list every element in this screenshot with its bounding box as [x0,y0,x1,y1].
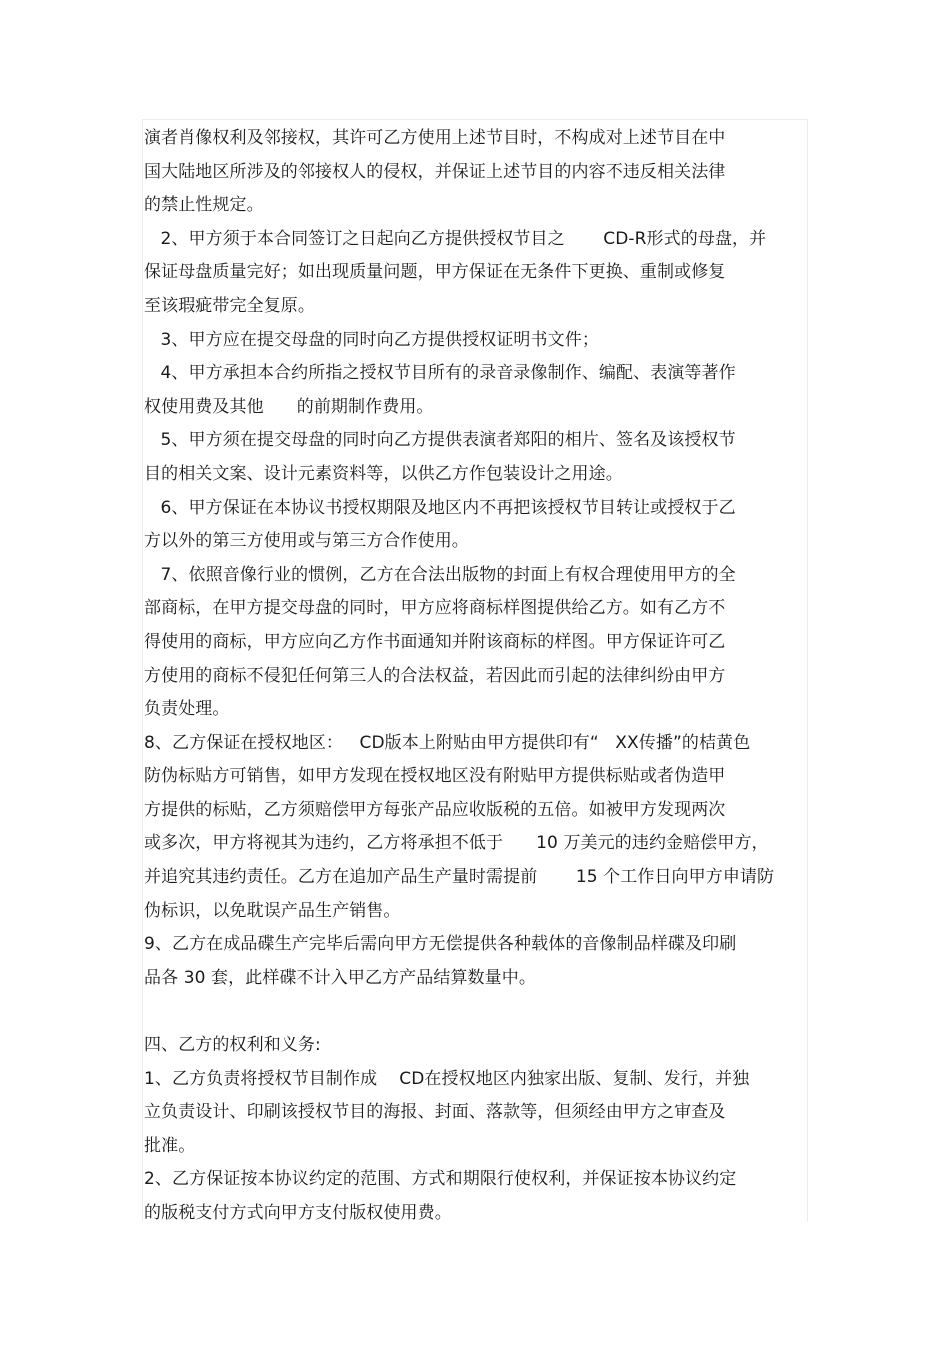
text-line: 部商标，在甲方提交母盘的同时，甲方应将商标样图提供给乙方。如有乙方不 [144,598,726,619]
text-line: 目的相关文案、设计元素资料等，以供乙方作包装设计之用途。 [144,463,623,484]
clause-3-line: 3、甲方应在提交母盘的同时向乙方提供授权证明书文件； [144,329,599,350]
text-line: 的版税支付方式向甲方支付版权使用费。 [144,1203,452,1223]
text-line: 批准。 [144,1135,196,1156]
section-clause-1-line: 1、乙方负责将授权节目制作成 CD在授权地区内独家出版、复制、发行，并独 [144,1068,750,1089]
text-line: 立负责设计、印刷该授权节目的海报、封面、落款等，但须经由甲方之审查及 [144,1102,726,1123]
text-line: 伪标识，以免耽误产品生产销售。 [144,900,401,921]
text-line: 方提供的标贴，乙方须赔偿甲方每张产品应收版税的五倍。如被甲方发现两次 [144,799,726,820]
text-line: 方以外的第三方使用或与第三方合作使用。 [144,531,469,552]
section-heading: 四、乙方的权利和义务: [144,1035,321,1056]
text-line: 保证母盘质量完好；如出现质量问题，甲方保证在无条件下更换、重制或修复 [144,262,726,283]
text-line: 并追究其违约责任。乙方在追加产品生产量时需提前 15 个工作日向甲方申请防 [144,867,775,888]
clause-6-line: 6、甲方保证在本协议书授权期限及地区内不再把该授权节目转让或授权于乙 [144,497,736,518]
text-line: 方使用的商标不侵犯任何第三人的合法权益，若因此而引起的法律纠纷由甲方 [144,665,726,686]
section-clause-2-line: 2、乙方保证按本协议约定的范围、方式和期限行使权利，并保证按本协议约定 [144,1169,737,1190]
clause-9-line: 9、乙方在成品碟生产完毕后需向甲方无偿提供各种载体的音像制品样碟及印刷 [144,934,737,955]
text-line: 国大陆地区所涉及的邻接权人的侵权，并保证上述节目的内容不违反相关法律 [144,161,726,182]
clause-7-line: 7、依照音像行业的惯例，乙方在合法出版物的封面上有权合理使用甲方的全 [144,564,736,585]
text-line: 得使用的商标，甲方应向乙方作书面通知并附该商标的样图。甲方保证许可乙 [144,631,726,652]
text-line: 的禁止性规定。 [144,195,264,216]
document-body [144,122,804,1231]
clause-8-line: 8、乙方保证在授权地区： CD版本上附贴由甲方提供印有“ XX传播”的桔黄色 [144,732,751,753]
text-line: 防伪标贴方可销售，如甲方发现在授权地区没有附贴甲方提供标贴或者伪造甲 [144,766,726,787]
text-line: 演者肖像权利及邻接权，其许可乙方使用上述节目时，不构成对上述节目在中 [144,128,726,148]
text-line: 负责处理。 [144,699,230,720]
text-line: 权使用费及其他 的前期制作费用。 [144,396,434,417]
text-line: 至该瑕疵带完全复原。 [144,295,315,316]
text-line: 或多次，甲方将视其为违约，乙方将承担不低于 10 万美元的违约金赔偿甲方， [144,833,769,854]
clause-5-line: 5、甲方须在提交母盘的同时向乙方提供表演者郑阳的相片、签名及该授权节 [144,430,736,451]
text-line: 品各 30 套，此样碟不计入甲乙方产品结算数量中。 [144,967,536,988]
clause-4-line: 4、甲方承担本合约所指之授权节目所有的录音录像制作、编配、表演等著作 [144,363,736,384]
paragraph-gap [144,995,804,1029]
clause-2-line: 2、甲方须于本合同签订之日起向乙方提供授权节目之 CD-R形式的母盘，并 [144,228,767,249]
